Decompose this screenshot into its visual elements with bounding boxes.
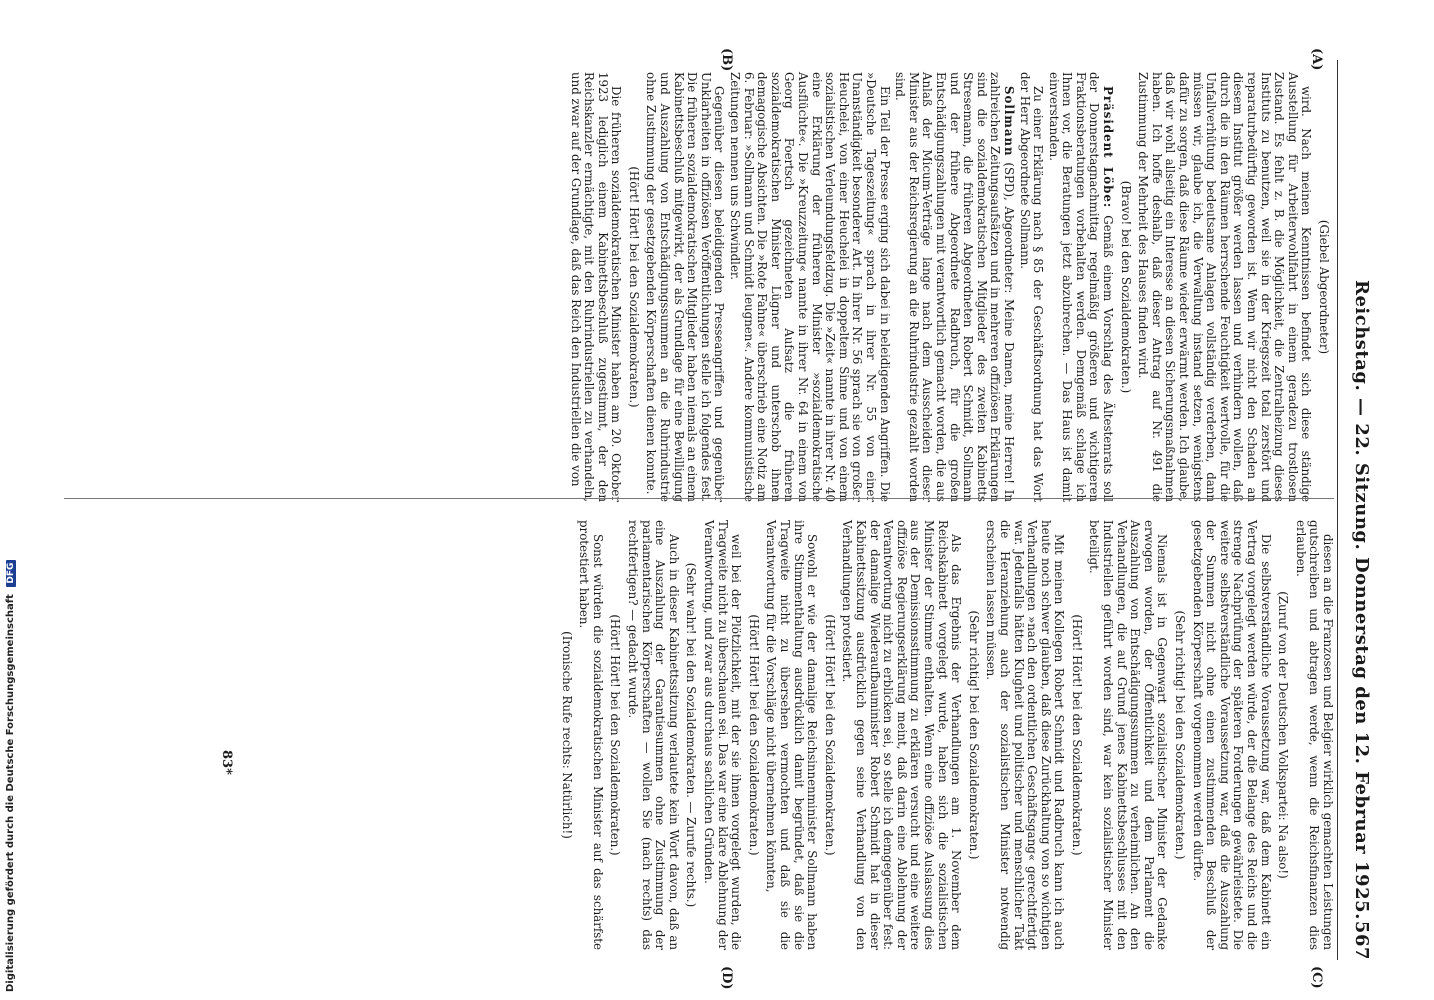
- paragraph: Mit meinen Kollegen Robert Schmidt und Radbruch kann ich auch heute noch schwer glauben, daß diese Zurückhaltung von so wichtigen Verhandlungen »nach den ordentlichen Geschäftsgang« gerechtfertigt war. Jedenfalls hätten Klugheit und politischer und menschlicher Takt die Heranziehung auch der sozialistischen Minister notwendig erscheinen lassen müssen.: [984, 520, 1067, 950]
- paragraph: Die selbstverständliche Voraussetzung war, daß dem Kabinett ein Vertrag vorgelegt werden würde, der die Belange des Reichs und die strenge Nachprüfung der späteren Forderungen gewährleistete. Die weitere selbstverständliche Voraussetzung war, daß die Auszahlung der Summen nicht ohne einen zustimmenden Beschluß der gesetzgebenden Körperschaft vorgenommen werden dürfte.: [1190, 520, 1273, 950]
- page-header: [1342, 60, 1372, 960]
- paragraph: Sowohl er wie der damalige Reichsinnenminister Sollmann haben ihre Stimmenthaltung ausdrücklich damit begründet, daß sie die Tragweite nicht zu übersehen vermochten und daß sie die Verantwortung für die Vorschläge nicht übernehmen könnten,: [764, 520, 820, 950]
- speech-paragraph: [893, 72, 1015, 502]
- margin-mark-d: (D): [719, 966, 734, 990]
- paragraph: Niemals ist in Gegenwart sozialistischer Minister der Gedanke erwogen worden, der Öffentlichkeit und dem Parlament die Auszahlung von Entschädigungssummen zu verheimlichen. An den Verhandlungen, die auf Grund jenes Kabinettsbeschlusses mit den Industriellen geführt worden sind, war kein sozialistischer Minister beteiligt.: [1087, 520, 1170, 950]
- interjection: (Hört! Hört! bei den Sozialdemokraten.): [746, 614, 761, 856]
- paragraph: Ein Teil der Presse erging sich dabei in beleidigenden Angriffen. Die »Deutsche Tageszeitung« sprach in ihrer Nr. 55 von einer Unanständigkeit besonderer Art. In ihrer Nr. 56 sprach sie von großer Heuchelei, von einer Heuchelei in doppeltem Sinne und von einem sozialistischen Verleumdungsfeldzug. Die »Zeit« nannte in ihrer Nr. 40 eine Erklärung der früheren Minister »sozialdemokratische Ausflüchte«. Die »Kreuzzeitung« nannte in ihrer Nr. 64 in einem von Georg Foertsch gezeichneten Aufsatz die früheren sozialdemokratischen Minister Lügner und unterschob ihnen demagogische Absichten. Die »Rote Fahne« überschrieb eine Notiz am 6. Februar: »Sollmann und Schmidt leugnen«. Andere kommunistische Zeitungen nennen uns Schwindler.: [728, 72, 892, 502]
- paragraph: wird. Nach meinen Kenntnissen befindet sich diese ständige Ausstellung für Arbeiterwohlfahrt in einem geradezu trostlosen Zustand. Es fehlt z. B. die Möglichkeit, die Zentralheizung dieses Instituts zu benutzen, weil sie in der Kriegszeit total zerstört und reparaturbedürftig geworden ist. Wenn wir nicht den Schaden an diesem Institut größer werden lassen und verhindern wollen, daß durch die in den Räumen herrschende Feuchtigkeit wertvolle, für die Unfallverhütung bedeutsame Anlagen vollständig verderben, dann müssen wir, glaube ich, die Verwaltung instand setzen, wenigstens dafür zu sorgen, daß diese Räume wieder erwärmt werden. Ich glaube, daß wir wohl allseitig ein Interesse an diesen Sicherungsmaßnahmen haben. Ich hoffe deshalb, daß dieser Antrag auf Nr. 491 die Zustimmung der Mehrheit des Hauses finden wird.: [1136, 72, 1314, 502]
- running-head: Reichstag. — 22. Sitzung. Donnerstag den 12. Februar 1925.: [1351, 280, 1372, 920]
- interjection: (Sehr richtig! bei den Sozialdemokraten.): [966, 610, 981, 860]
- page-number: 567: [1351, 920, 1372, 960]
- interjection: (Giebel Abgeordneter): [1317, 219, 1331, 355]
- interjection: (Bravo! bei den Sozialdemokraten.): [1118, 180, 1133, 394]
- dfg-logo: DFG: [6, 560, 16, 587]
- interjection: (Hört! Hört! bei den Sozialdemokraten.): [608, 614, 623, 856]
- header-rule: [1337, 60, 1338, 960]
- speaker-name: Präsident Löbe:: [1101, 86, 1116, 209]
- paragraph: Auch in dieser Kabinettssitzung verlautete kein Wort davon, daß an eine Auszahlung der Garantiesummen ohne Zustimmung der parlamentarischen Körperschaften — wollen Sie (nach rechts) das rechtfertigen? — gedacht wurde.: [626, 520, 681, 950]
- paragraph: Sonst würden die sozialdemokratischen Minister auf das schärfste protestiert haben.: [577, 520, 605, 950]
- paragraph: diesen an die Franzosen und Belgier wirklich gemachten Leistungen gutschreiben und abtragen werde, wenn die Reichsfinanzen dies erlauben.: [1293, 520, 1335, 950]
- credit-text: Digitalisierung gefördert durch die Deutsche Forschungsgemeinschaft: [5, 594, 16, 992]
- margin-mark-a: (A): [1309, 48, 1324, 71]
- speaker-name: Sollmann: [1001, 86, 1016, 157]
- left-column: [566, 72, 1334, 502]
- paragraph: Als das Ergebnis der Verhandlungen am 1. November dem Reichskabinett vorgelegt wurde, haben sich die sozialistischen Minister der Stimme enthalten. Wenn eine offiziöse Auslassung dies aus der Demissionsstimmung zu erklären versucht und eine weitere offiziöse Regierungserklärung meint, daß darin eine Ablehnung der Verantwortung nicht zu erblicken sei, so stelle ich demgegenüber fest: der damalige Wiederaufbauminister Robert Schmidt hat in dieser Kabinettssitzung ausdrücklich gegen seine Verhandlung von den Verhandlungen protestiert.: [840, 520, 964, 950]
- interjection: (Ironische Rufe rechts: Natürlich!): [559, 631, 574, 839]
- paragraph: Gegenüber diesen beleidigenden Presseangriffen und gegenüber Unklarheiten in offiziösen Veröffentlichungen stelle ich folgendes fest. Die früheren sozialdemokratischen Mitglieder haben niemals an einem Kabinettsbeschluß mitgewirkt, der als Grundlage für eine Bewilligung und Auszahlung von Entschädigungssummen an die Ruhrindustrie ohne Zustimmung der gesetzgebenden Körperschaften dienen konnte.: [644, 72, 727, 502]
- paragraph: Die früheren sozialdemokratischen Minister haben am 20. Oktober 1923 lediglich einem Kabinettsbeschluß zugestimmt, der den Reichskanzler ermächtigte, mit den Ruhrindustriellen zu verhandeln, und zwar auf der Grundlage, daß das Reich den Industriellen die von: [568, 72, 624, 502]
- interjection: (Sehr richtig! bei den Sozialdemokraten.): [1173, 610, 1188, 860]
- signature-mark: 83*: [219, 750, 234, 775]
- interjection: (Hört! Hört! bei den Sozialdemokraten.): [626, 166, 641, 408]
- digitization-credit: [5, 560, 16, 992]
- margin-mark-b: (B): [719, 48, 734, 72]
- column-divider: [64, 498, 1334, 499]
- paragraph: Zu einer Erklärung nach § 85 der Geschäftsordnung hat das Wort der Herr Abgeordnete Sollmann.: [1017, 72, 1046, 502]
- speech-text: (SPD), Abgeordneter: Meine Damen, meine Herren! In zahlreichen Zeitungsaufsätzen und in mehreren offiziösen Erklärungen sind die sozialdemokratischen Mitglieder des zweiten Kabinetts Stresemann, die früheren Abgeordneten Robert Schmidt, Sollmann und der frühere Abgeordnete Radbruch, für die großen Entschädigungszahlungen mit verantwortlich gemacht worden, die aus Anlaß der Micum-Verträge lange nach dem Ausscheiden dieser Minister aus der Reichsregierung an die Ruhrindustrie gezahlt worden sind.: [893, 72, 1016, 502]
- speech-text: Gemäß einem Vorschlag des Ältestenrats soll der Donnerstagnachmittag regelmäßig größeren und wichtigeren Fraktionsberatungen vorbehalten werden. Demgemäß schlage ich Ihnen vor, die Beratungen jetzt abzubrechen. — Das Haus ist damit einverstanden.: [1046, 72, 1116, 502]
- right-column: [555, 520, 1334, 950]
- speech-paragraph: [1046, 72, 1114, 502]
- interjection: (Hört! Hört! bei den Sozialdemokraten.): [822, 614, 837, 856]
- interjection: (Zuruf von der Deutschen Volkspartei: Na also!): [1276, 591, 1291, 879]
- margin-mark-c: (C): [1309, 966, 1324, 989]
- interjection: (Sehr wahr! bei den Sozialdemokraten. — Zurufe rechts.): [684, 562, 699, 908]
- interjection: (Hört! Hört! bei den Sozialdemokraten.): [1069, 614, 1084, 856]
- paragraph: weil bei der Plötzlichkeit, mit der sie ihnen vorgelegt wurden, die Tragweite nicht zu überschauen sei. Das war eine klare Ablehnung der Verantwortung, und zwar aus durchaus sachlichen Gründen.: [702, 520, 744, 950]
